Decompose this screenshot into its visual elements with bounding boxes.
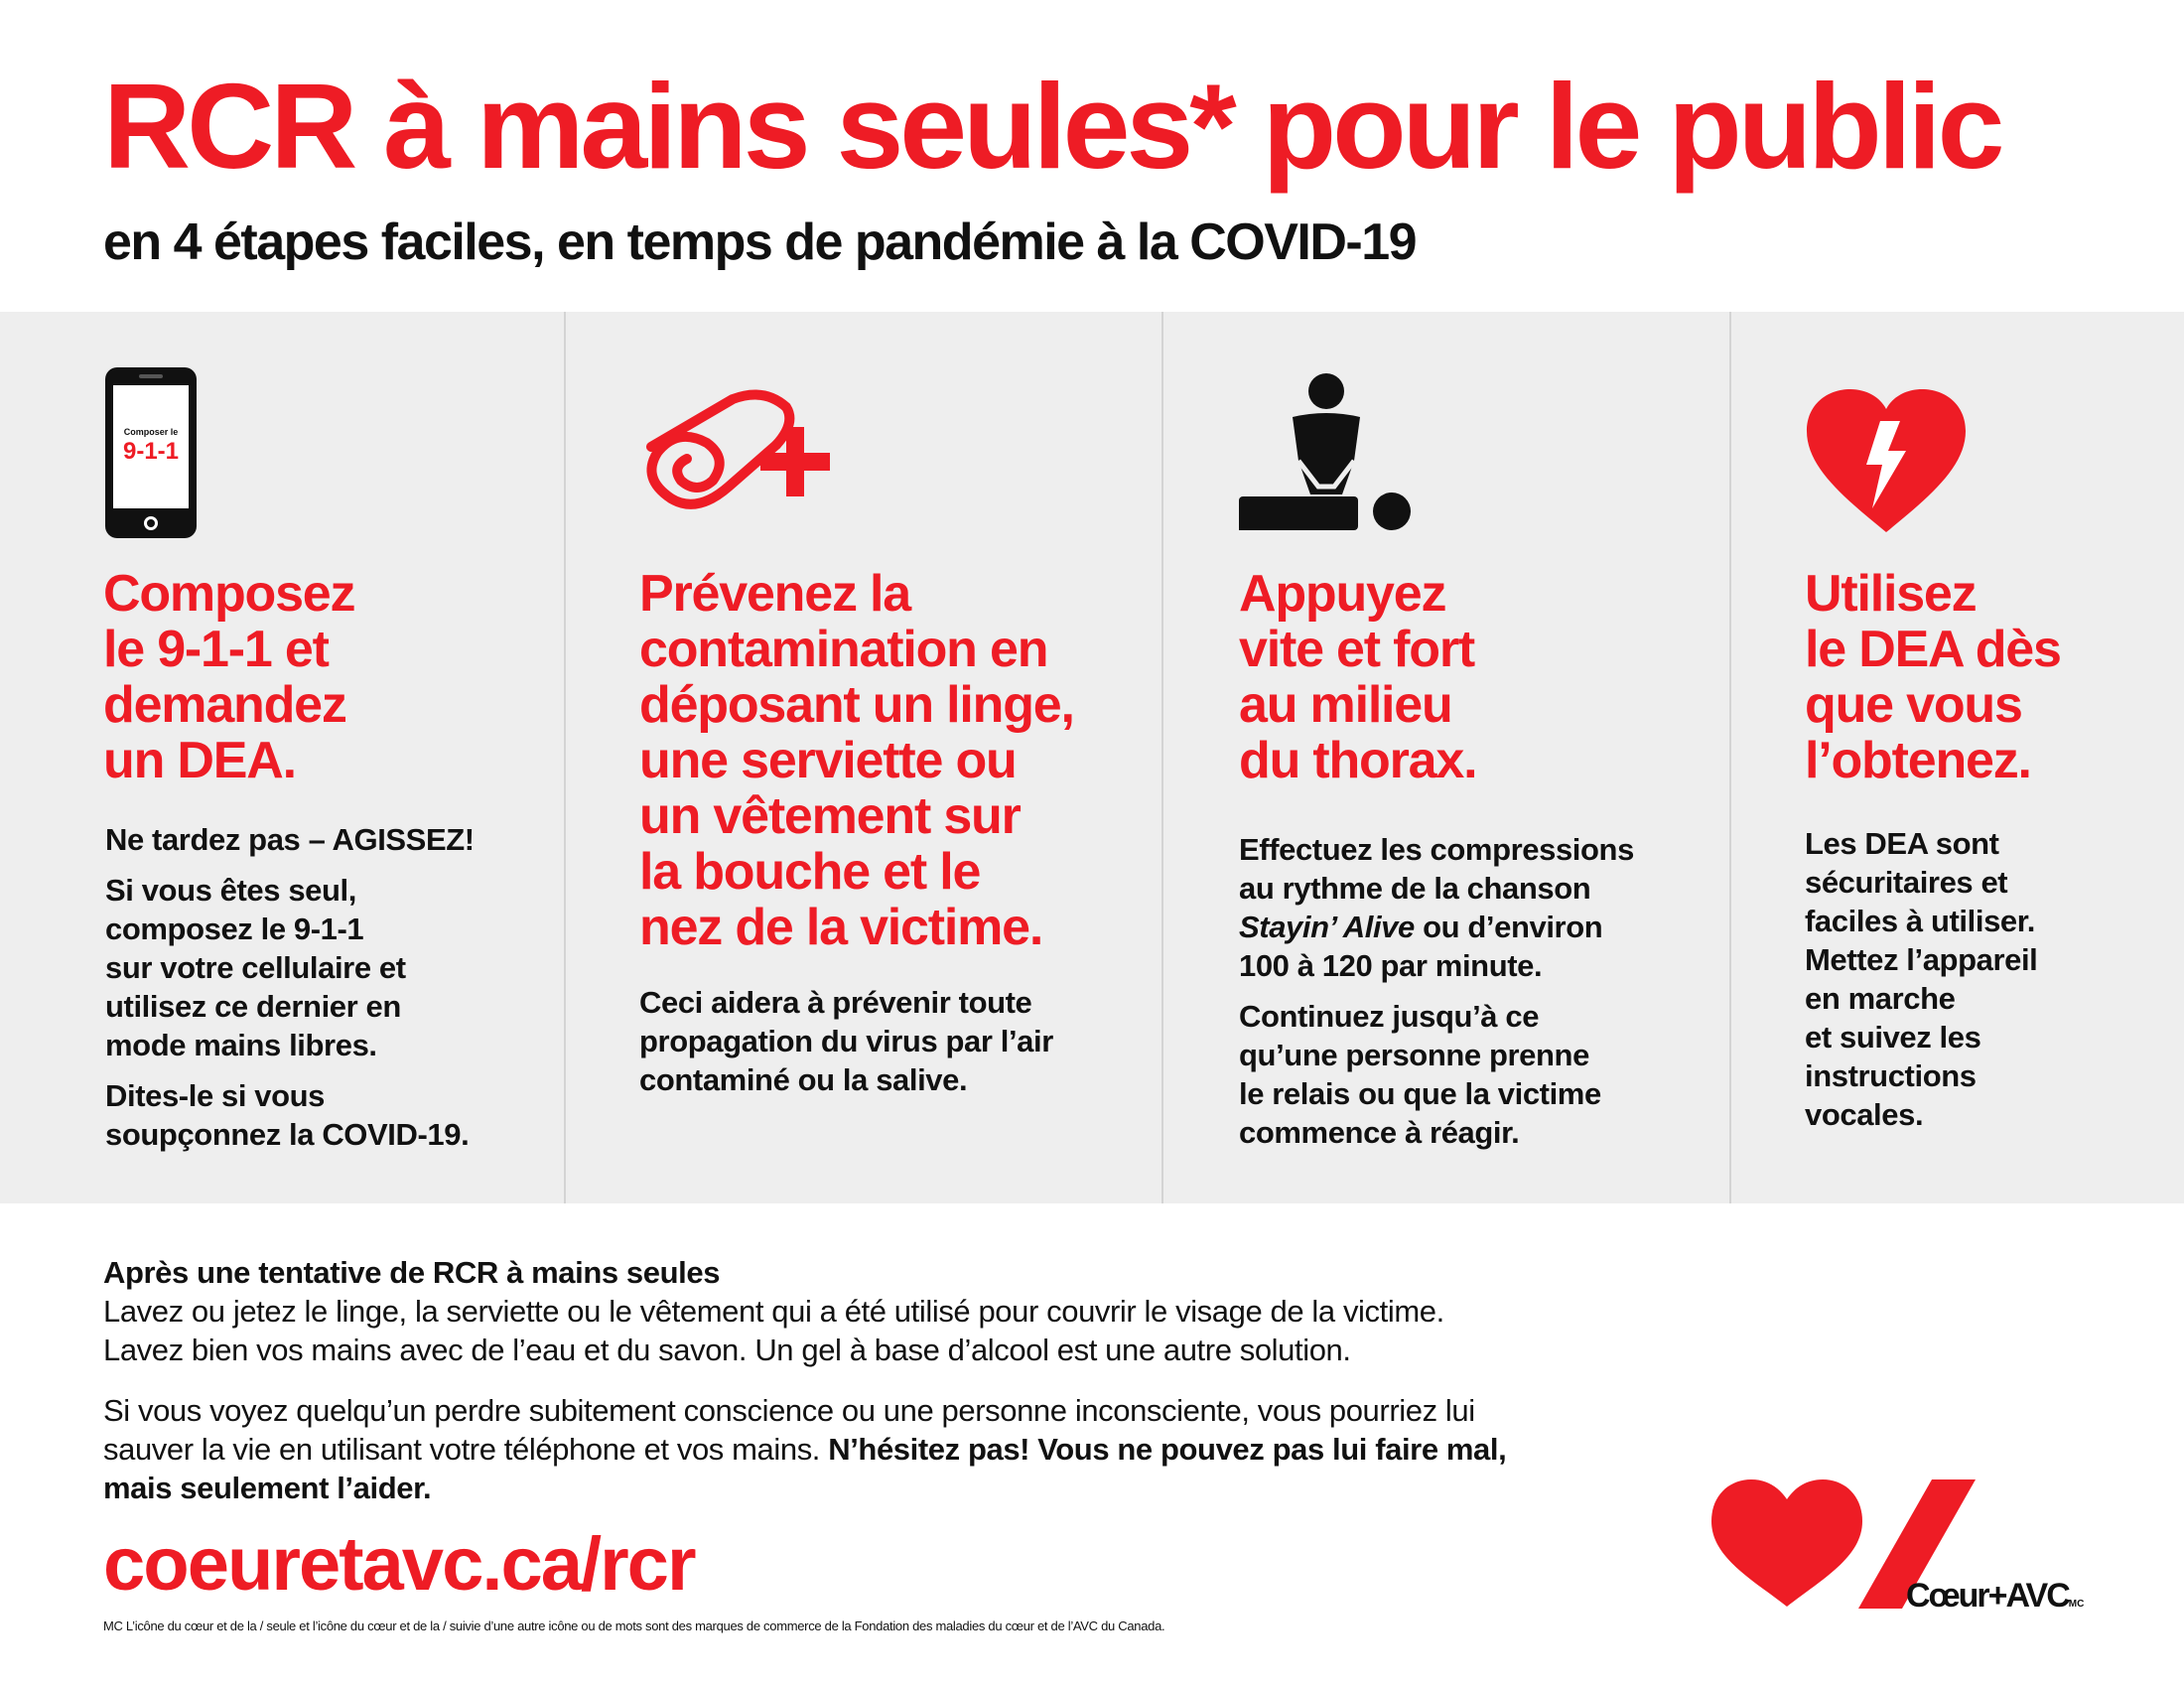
phone-screen-label: Composer le [123,427,179,437]
step-1-body: Ne tardez pas – AGISSEZ! Si vous êtes seul, composez le 9-1-1 sur votre cellulaire et utilisez ce dernier en mode mains libres. Dites-le si vous soupçonnez la COVID-19. [105,822,475,1152]
step-2-body: Ceci aidera à prévenir toute propagation du virus par l’air contaminé ou la salive. [639,985,1053,1097]
after-cpr-section [103,1253,1652,1507]
website-link[interactable]: coeuretavc.ca/rcr [103,1522,695,1607]
step-4-body: Les DEA sont sécuritaires et faciles à utiliser. Mettez l’appareil en marche et suivez les instructions vocales. [1805,826,2038,1132]
encouragement-text: Si vous voyez quelqu’un perdre subitement conscience ou une personne inconsciente, vous pourriez lui sauver la vie en utilisant votre téléphone et vos mains. N’hésitez pas! Vous ne pouvez pas lui faire mal, mais seulement l’aider. [103,1393,1507,1505]
step-4 [1731,312,2184,1203]
step-2 [566,312,1161,1203]
page-title: RCR à mains seules* pour le public [103,59,2001,194]
step-3 [1163,312,1729,1203]
towel-plus-icon [637,387,846,536]
step-1 [0,312,564,1203]
steps-panel [0,312,2184,1203]
phone-screen-number: 9-1-1 [122,438,180,465]
step-3-heading: Appuyez vite et fort au milieu du thorax. [1239,565,1477,789]
heart-lightning-icon [1803,387,1970,536]
step-2-heading: Prévenez la contamination en déposant un linge, une serviette ou un vêtement sur la bouche et le nez de la victime. [639,565,1074,956]
step-1-heading: Composez le 9-1-1 et demandez un DEA. [103,565,355,789]
trademark-footnote: MC L’icône du cœur et de la / seule et l’icône du cœur et de la / suivie d’une autre icône ou de mots sont des marques de commerce de la Fondation des maladies du cœur et de l’AVC du Canada. [103,1618,1165,1633]
cpr-person-icon [1237,369,1416,536]
page-subtitle: en 4 étapes faciles, en temps de pandémie à la COVID-19 [103,213,1417,271]
brand-wordmark: Cœur+AVCMC [1906,1577,2085,1615]
after-cpr-text: Lavez ou jetez le linge, la serviette ou le vêtement qui a été utilisé pour couvrir le visage de la victime. Lavez bien vos mains avec de l’eau et du savon. Un gel à base d’alcool est une autre solution. [103,1294,1444,1367]
step-4-heading: Utilisez le DEA dès que vous l’obtenez. [1805,565,2061,789]
step-3-body: Effectuez les compressions au rythme de la chanson Stayin’ Alive ou d’environ 100 à 120 par minute. Continuez jusqu’à ce qu’une personne prenne le relais ou que la victime commence à réagir. [1239,832,1634,1150]
after-cpr-title: Après une tentative de RCR à mains seules [103,1255,721,1290]
phone-icon [103,365,199,540]
